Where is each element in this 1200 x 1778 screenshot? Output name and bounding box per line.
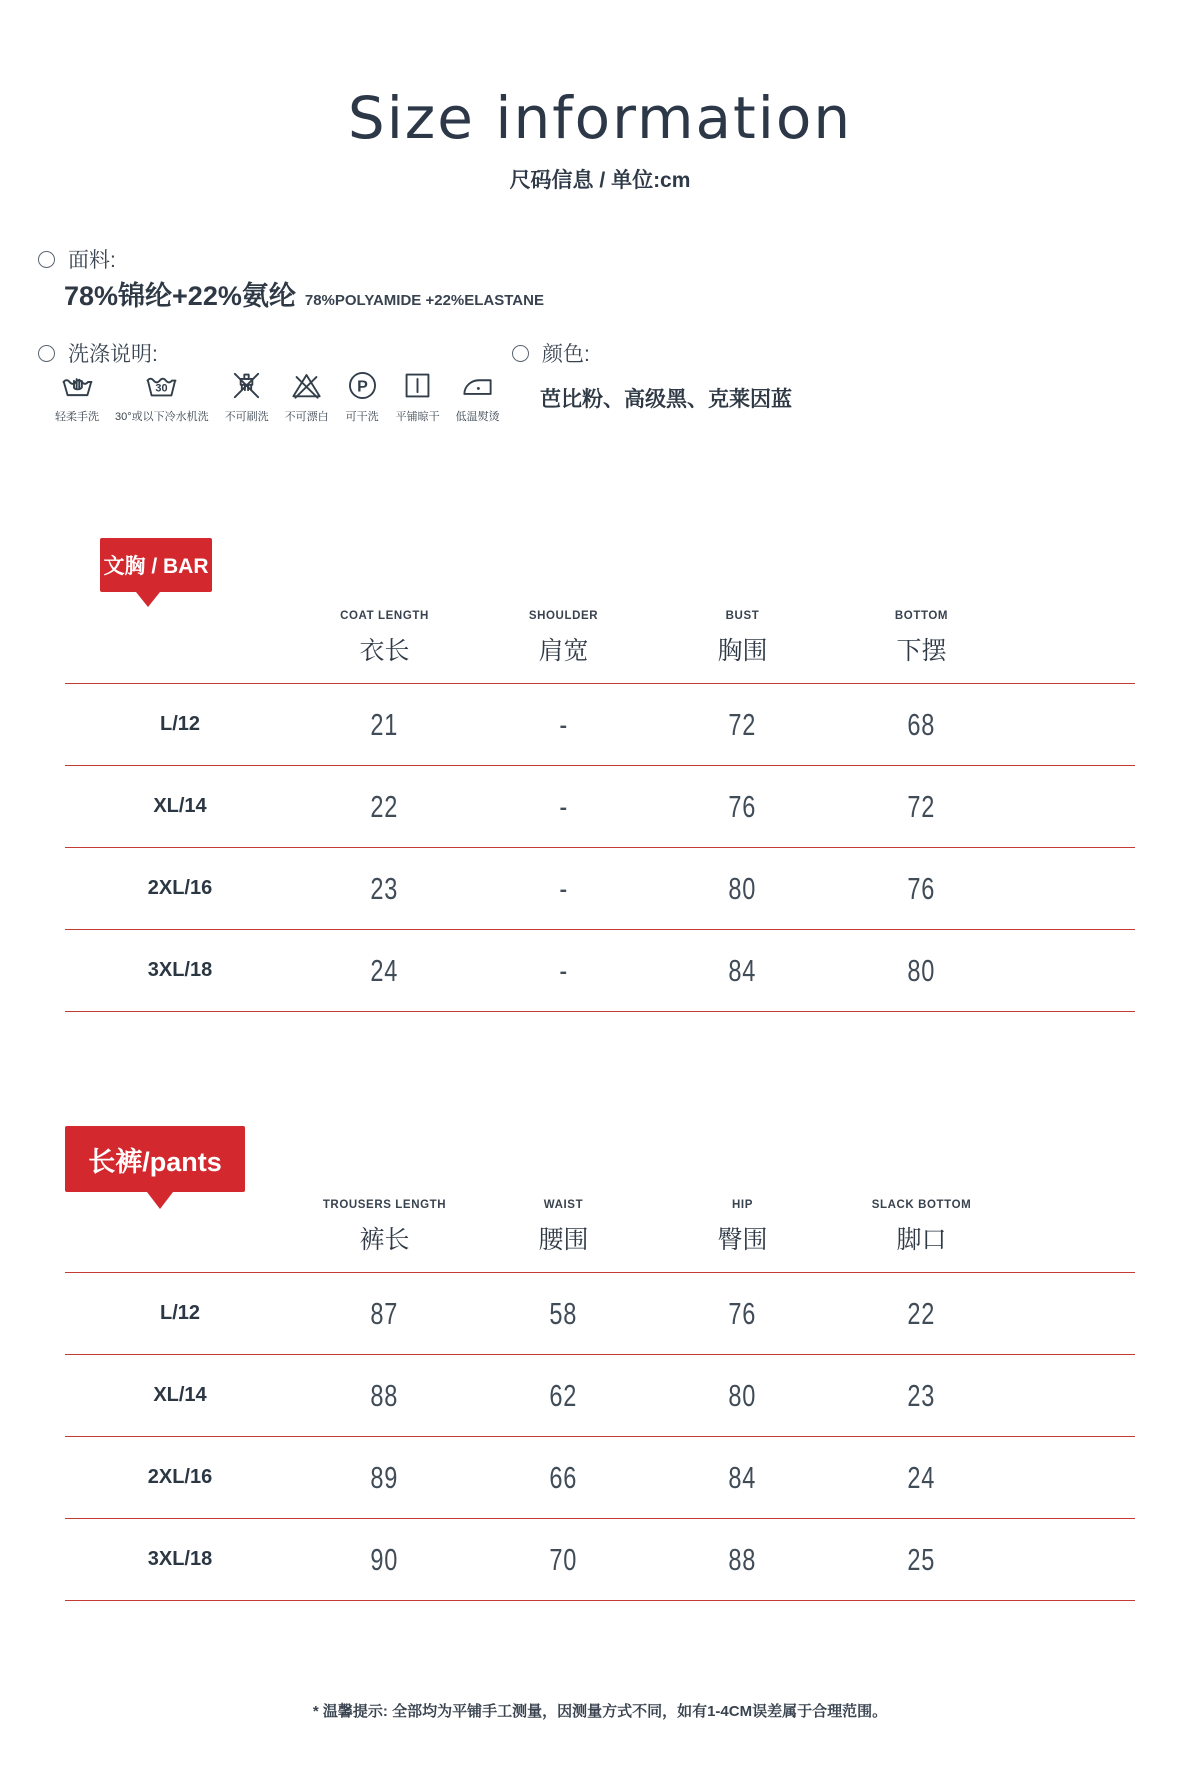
column-header [653, 1199, 832, 1256]
table-row [65, 765, 1135, 847]
no-scrub-icon [229, 368, 264, 403]
size-label: 3XL/18 [147, 959, 213, 981]
column-header-cn: 肩宽 [538, 637, 589, 665]
value-text: 70 [549, 1541, 578, 1577]
bra-size-table [65, 596, 1135, 1012]
table-row [65, 1354, 1135, 1436]
size-label: XL/14 [153, 795, 207, 817]
column-header-en: BOTTOM [894, 610, 949, 622]
value-cell [832, 1460, 1011, 1496]
value-text: 88 [370, 1377, 399, 1413]
care-symbol-label: 低温熨烫 [455, 411, 500, 423]
value-text: 76 [907, 870, 936, 906]
value-cell [832, 871, 1011, 907]
fabric-composition [64, 274, 544, 313]
hand-wash-icon [60, 368, 95, 403]
value-cell [832, 1542, 1011, 1578]
value-text: 24 [907, 1459, 936, 1495]
value-text: 22 [370, 788, 399, 824]
value-cell [653, 1296, 832, 1332]
value-text: 84 [728, 952, 757, 988]
machine-wash-30-icon [144, 368, 179, 403]
size-label: 3XL/18 [147, 1548, 213, 1570]
fabric-composition-cn: 78%锦纶+22%氨纶 [64, 281, 296, 311]
value-cell [295, 871, 474, 907]
circle-bullet-icon [38, 345, 55, 362]
value-text: 62 [549, 1377, 578, 1413]
table-row [65, 1518, 1135, 1600]
circle-bullet-icon [512, 345, 529, 362]
column-header [474, 1199, 653, 1256]
care-symbols-row [55, 368, 500, 424]
value-cell [653, 1460, 832, 1496]
care-symbol-no-scrub [225, 368, 269, 424]
value-text: 89 [370, 1459, 399, 1495]
value-cell [474, 707, 653, 743]
value-cell [474, 953, 653, 989]
bra-table-badge [100, 538, 212, 592]
value-cell [832, 1296, 1011, 1332]
color-section-label [512, 338, 590, 368]
column-header-cn: 臀围 [717, 1226, 768, 1254]
table-row [65, 1436, 1135, 1518]
value-text: 72 [907, 788, 936, 824]
color-options: 芭比粉、高级黑、克莱因蓝 [540, 388, 792, 411]
badge-pointer-icon [136, 592, 160, 607]
fabric-section-label [38, 244, 116, 274]
value-text: 80 [728, 1377, 757, 1413]
care-symbol-label: 不可刷洗 [224, 411, 269, 423]
column-header-cn: 胸围 [717, 637, 768, 665]
column-header-en: TROUSERS LENGTH [322, 1199, 447, 1211]
column-header-en: SHOULDER [528, 610, 599, 622]
flat-dry-icon [400, 368, 435, 403]
table-row [65, 1272, 1135, 1354]
column-header [474, 610, 653, 667]
value-cell [832, 707, 1011, 743]
value-cell [653, 707, 832, 743]
value-text: 76 [728, 788, 757, 824]
value-text: 76 [728, 1295, 757, 1331]
column-header-cn: 裤长 [359, 1226, 410, 1254]
table-row [65, 847, 1135, 929]
low-iron-icon [460, 368, 495, 403]
column-header-en: COAT LENGTH [340, 610, 429, 622]
pants-table-header [65, 1190, 1135, 1272]
value-cell [474, 1542, 653, 1578]
header-spacer [65, 610, 295, 667]
value-cell [653, 871, 832, 907]
column-header [832, 610, 1011, 667]
fabric-label-text: 面料: [68, 249, 116, 272]
column-header-en: WAIST [543, 1199, 584, 1211]
care-symbol-hand-wash [55, 368, 99, 424]
column-header-cn: 脚口 [896, 1226, 947, 1254]
no-bleach-icon [289, 368, 324, 403]
column-header-cn: 下摆 [896, 637, 947, 665]
value-text: 24 [370, 952, 399, 988]
column-header-cn: 腰围 [538, 1226, 589, 1254]
page-title: Size information [347, 84, 853, 152]
column-header [832, 1199, 1011, 1256]
value-cell [474, 1460, 653, 1496]
column-header-en: BUST [725, 610, 760, 622]
value-text: 66 [549, 1459, 578, 1495]
value-cell [474, 1296, 653, 1332]
care-symbol-machine-wash-30 [115, 368, 209, 424]
value-cell [474, 789, 653, 825]
care-symbol-label: 平铺晾干 [395, 411, 440, 423]
value-cell [653, 789, 832, 825]
value-cell [474, 871, 653, 907]
value-text: 22 [907, 1295, 936, 1331]
care-symbol-no-bleach [285, 368, 329, 424]
pants-table-badge [65, 1126, 245, 1192]
value-cell [295, 1460, 474, 1496]
value-cell [295, 1296, 474, 1332]
pants-badge-text: 长裤/pants [88, 1146, 222, 1177]
bra-badge-text: 文胸 / BAR [103, 555, 209, 578]
column-header [295, 610, 474, 667]
header-spacer [65, 1199, 295, 1256]
color-label-text: 颜色: [542, 343, 590, 366]
value-text: 87 [370, 1295, 399, 1331]
value-text: 58 [549, 1295, 578, 1331]
badge-pointer-icon [147, 1192, 173, 1209]
pants-size-table [65, 1190, 1135, 1601]
care-symbol-label: 30°或以下冷水机洗 [115, 411, 209, 423]
dry-clean-letter-text: P [356, 377, 368, 396]
column-header [653, 610, 832, 667]
value-cell [295, 707, 474, 743]
care-symbol-flat-dry [396, 368, 440, 424]
value-text: 80 [907, 952, 936, 988]
size-label: L/12 [159, 713, 201, 735]
value-cell [653, 1542, 832, 1578]
value-cell [832, 1378, 1011, 1414]
size-label: XL/14 [153, 1384, 207, 1406]
value-text: 23 [370, 870, 399, 906]
column-header [295, 1199, 474, 1256]
value-text: - [559, 788, 568, 824]
size-label: 2XL/16 [147, 1466, 213, 1488]
value-cell [295, 1542, 474, 1578]
dry-clean-icon [345, 368, 380, 403]
value-text: 88 [728, 1541, 757, 1577]
size-label: 2XL/16 [147, 877, 213, 899]
bra-table-header [65, 596, 1135, 683]
value-cell [295, 789, 474, 825]
table-row [65, 929, 1135, 1011]
size-label: L/12 [159, 1302, 201, 1324]
care-symbol-label: 可干洗 [345, 411, 379, 423]
value-cell [295, 1378, 474, 1414]
value-text: - [559, 952, 568, 988]
value-cell [295, 953, 474, 989]
column-header-en: HIP [732, 1199, 753, 1211]
wash-label-text: 洗涤说明: [68, 343, 158, 366]
value-cell [474, 1378, 653, 1414]
care-symbol-label: 不可漂白 [284, 411, 329, 423]
value-cell [653, 1378, 832, 1414]
value-text: 84 [728, 1459, 757, 1495]
value-text: 80 [728, 870, 757, 906]
value-text: - [559, 706, 568, 742]
care-symbol-label: 轻柔手洗 [55, 411, 99, 423]
measurement-disclaimer: * 温馨提示: 全部均为平铺手工测量，因测量方式不同，如有1-4CM误差属于合理范围。 [312, 1703, 888, 1720]
circle-bullet-icon [38, 251, 55, 268]
table-row [65, 683, 1135, 765]
wash-section-label [38, 338, 158, 368]
value-text: 21 [370, 706, 399, 742]
wash-temperature-text: 30 [155, 382, 168, 395]
value-cell [653, 953, 832, 989]
value-text: 25 [907, 1541, 936, 1577]
column-header-en: SLACK BOTTOM [871, 1199, 972, 1211]
value-text: 90 [370, 1541, 399, 1577]
value-text: - [559, 870, 568, 906]
page-subtitle: 尺码信息 / 单位:cm [509, 169, 691, 192]
value-text: 68 [907, 706, 936, 742]
column-header-cn: 衣长 [359, 637, 410, 665]
care-symbol-low-iron [456, 368, 500, 424]
fabric-composition-en: 78%POLYAMIDE +22%ELASTANE [304, 292, 544, 309]
value-text: 72 [728, 706, 757, 742]
value-cell [832, 953, 1011, 989]
value-cell [832, 789, 1011, 825]
care-symbol-dry-clean [345, 368, 380, 424]
value-text: 23 [907, 1377, 936, 1413]
